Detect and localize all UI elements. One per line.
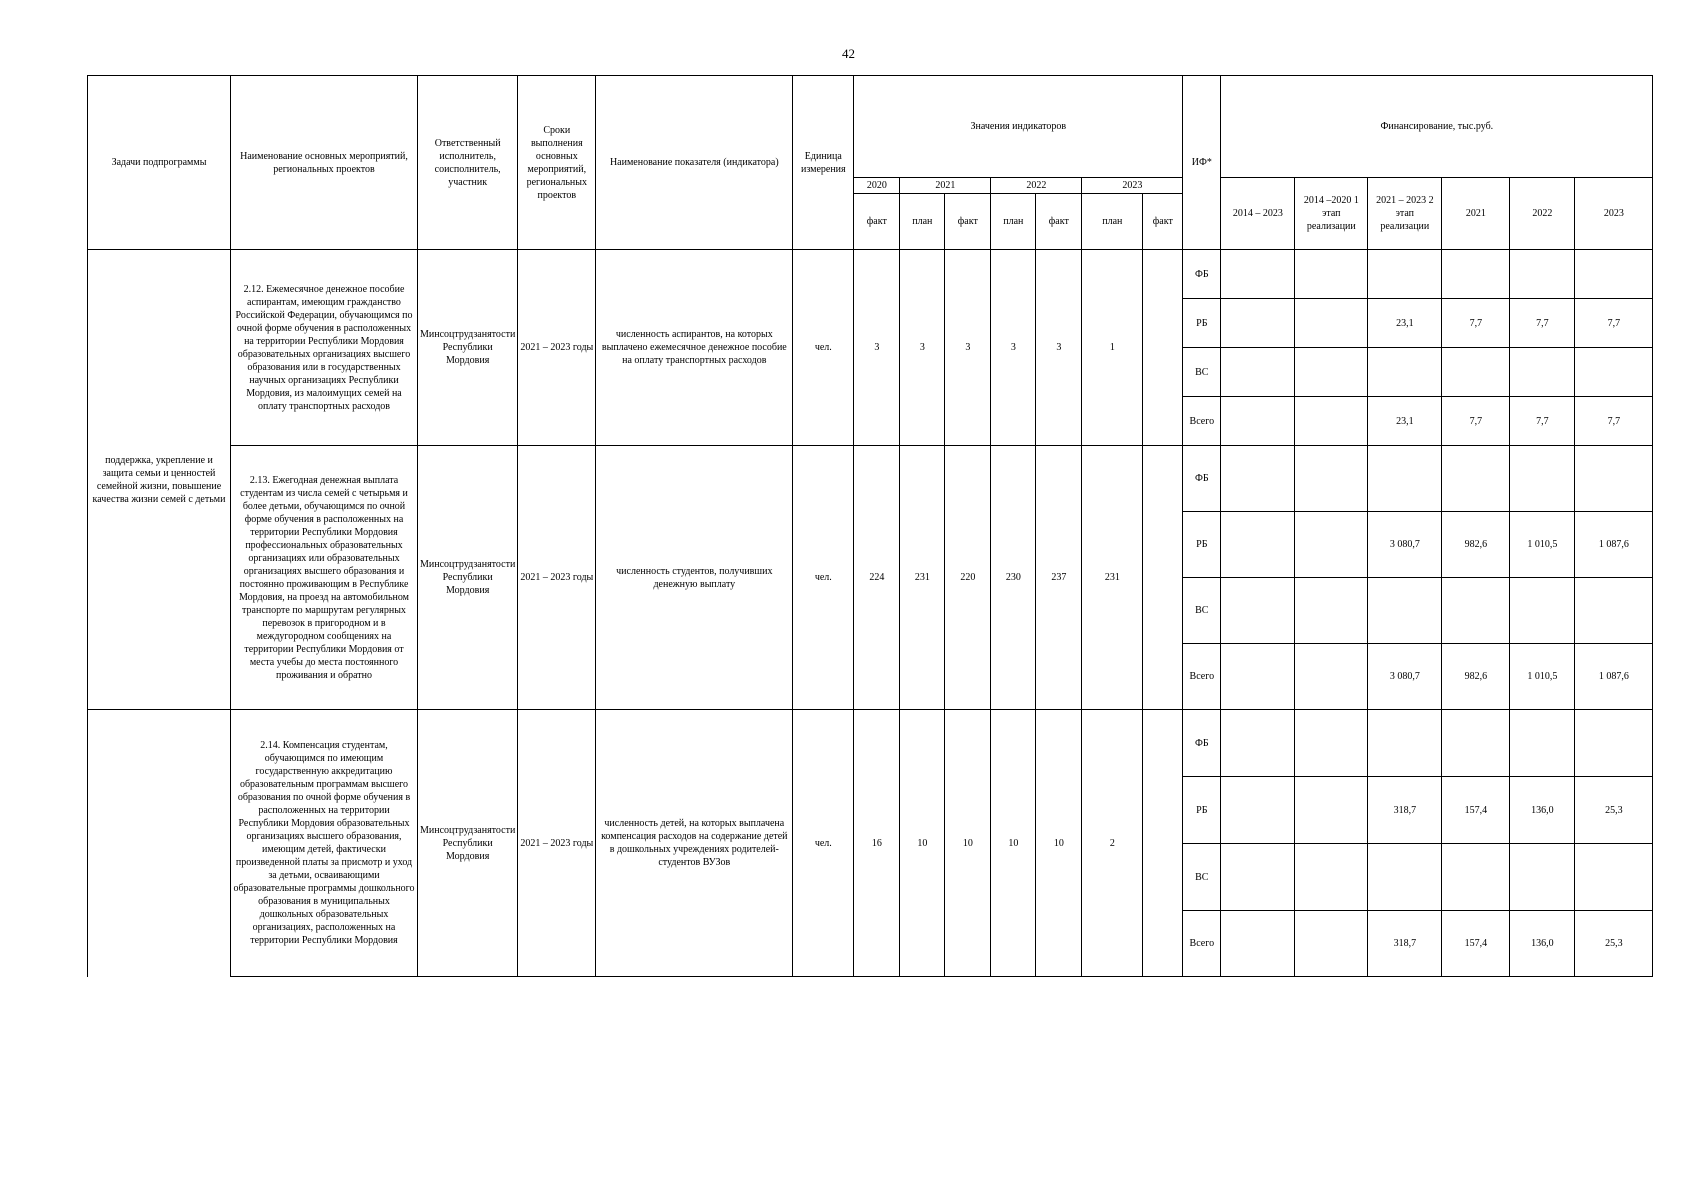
header-sub: факт [854,194,900,250]
if-cell: РБ [1183,777,1221,844]
fin-value [1368,844,1442,911]
if-cell: РБ [1183,512,1221,578]
fin-value [1295,710,1368,777]
header-measures: Наименование основных мероприятий, региональных проектов [231,76,418,250]
terms-cell: 2021 – 2023 годы [518,710,596,977]
fin-value [1221,250,1295,299]
fin-value [1442,578,1510,644]
fin-value [1295,348,1368,397]
header-indicator-values: Значения индикаторов [854,76,1183,178]
fin-value: 7,7 [1442,299,1510,348]
fin-value [1295,777,1368,844]
fin-value [1575,710,1653,777]
fin-value [1575,446,1653,512]
indicator-value: 224 [854,446,900,710]
fin-value [1442,348,1510,397]
if-cell: ФБ [1183,250,1221,299]
fin-value [1221,844,1295,911]
indicator-value [1143,710,1183,977]
responsible-cell: Минсоцтрудзанятости Республики Мордовия [418,446,518,710]
fin-value: 23,1 [1368,397,1442,446]
fin-value: 157,4 [1442,911,1510,977]
fin-value [1295,644,1368,710]
fin-value [1368,578,1442,644]
indicator-value: 3 [1036,250,1082,446]
fin-value [1368,250,1442,299]
header-responsible: Ответственный исполнитель, соисполнитель, участник [418,76,518,250]
header-year-2021: 2021 [900,178,991,194]
header-sub: план [991,194,1036,250]
header-fin-col: 2014 – 2023 [1221,178,1295,250]
header-sub: план [1082,194,1143,250]
fin-value: 982,6 [1442,512,1510,578]
header-indicator-name: Наименование показателя (индикатора) [596,76,793,250]
header-terms: Сроки выполнения основных мероприятий, региональных проектов [518,76,596,250]
fin-value [1368,710,1442,777]
table-row [88,446,1653,512]
fin-value [1221,446,1295,512]
unit-cell: чел. [793,250,854,446]
fin-value [1442,710,1510,777]
header-fin-col: 2021 – 2023 2 этап реализации [1368,178,1442,250]
page-number: 42 [842,46,855,61]
fin-value: 1 087,6 [1575,512,1653,578]
header-sub: план [900,194,945,250]
indicator-cell: численность аспирантов, на которых выплачено ежемесячное денежное пособие на оплату транспортных расходов [596,250,793,446]
indicator-value: 3 [945,250,991,446]
fin-value: 1 087,6 [1575,644,1653,710]
fin-value [1221,777,1295,844]
fin-value [1510,250,1575,299]
indicator-value: 220 [945,446,991,710]
header-fin-col: 2021 [1442,178,1510,250]
indicator-cell: численность детей, на которых выплачена компенсация расходов на содержание детей в дошкольных учреждениях родителей-студентов ВУЗов [596,710,793,977]
fin-value [1295,512,1368,578]
fin-value [1510,844,1575,911]
fin-value: 25,3 [1575,777,1653,844]
fin-value: 23,1 [1368,299,1442,348]
indicator-value: 230 [991,446,1036,710]
fin-value [1295,299,1368,348]
indicator-value [1143,250,1183,446]
header-sub: факт [1036,194,1082,250]
fin-value: 25,3 [1575,911,1653,977]
indicator-value: 10 [1036,710,1082,977]
terms-cell: 2021 – 2023 годы [518,250,596,446]
fin-value [1221,578,1295,644]
header-row-1 [88,76,1653,178]
measure-cell: 2.13. Ежегодная денежная выплата студентам из числа семей с четырьмя и более детьми, обучающимся по очной форме обучения в расположенных на территории Республики Мордовия профессиональных образовательных организациях или образовательных организациях высшего образования и постоянно проживающим в Республике Мордовия, на проезд на автомобильном транспорте по маршрутам регулярных перевозок в пригородном и в междугородном сообщениях на территории Республики Мордовия от места учебы до места постоянного проживания и обратно [231,446,418,710]
terms-cell: 2021 – 2023 годы [518,446,596,710]
table-row [88,250,1653,299]
header-year-2022: 2022 [991,178,1082,194]
fin-value [1295,578,1368,644]
fin-value: 1 010,5 [1510,512,1575,578]
header-year-2023: 2023 [1082,178,1183,194]
fin-value [1295,911,1368,977]
fin-value [1575,578,1653,644]
fin-value [1295,446,1368,512]
indicator-value: 10 [945,710,991,977]
if-cell: ВС [1183,844,1221,911]
fin-value [1442,844,1510,911]
measure-cell: 2.14. Компенсация студентам, обучающимся по имеющим государственную аккредитацию образовательным программам высшего образования по очной форме обучения в расположенных на территории Республики Мордовия образовательных организациях высшего образования, имеющим детей, фактически произведенной платы за присмотр и уход за детьми, осваивающими образовательные программы дошкольного образования в муниципальных дошкольных образовательных организациях, расположенных на территории Республики Мордовия [231,710,418,977]
fin-value [1221,512,1295,578]
fin-value: 982,6 [1442,644,1510,710]
indicator-value: 3 [854,250,900,446]
fin-value [1510,710,1575,777]
fin-value [1221,911,1295,977]
fin-value [1221,397,1295,446]
fin-value: 157,4 [1442,777,1510,844]
fin-value [1295,397,1368,446]
header-year-2020: 2020 [854,178,900,194]
indicator-value: 3 [991,250,1036,446]
task-cell-empty [88,710,231,977]
fin-value: 1 010,5 [1510,644,1575,710]
fin-value [1510,348,1575,397]
header-fin-col: 2014 –2020 1 этап реализации [1295,178,1368,250]
fin-value: 7,7 [1510,397,1575,446]
responsible-cell: Минсоцтрудзанятости Республики Мордовия [418,710,518,977]
fin-value [1510,446,1575,512]
measure-cell: 2.12. Ежемесячное денежное пособие аспирантам, имеющим гражданство Российской Федерации, обучающимся по очной форме обучения в расположенных на территории Республики Мордовия образовательных организациях высшего образования или в государственных научных организациях Республики Мордовия, из малоимущих семей на оплату транспортных расходов [231,250,418,446]
fin-value [1368,348,1442,397]
fin-value: 136,0 [1510,777,1575,844]
fin-value [1368,446,1442,512]
fin-value: 7,7 [1575,299,1653,348]
if-cell: Всего [1183,397,1221,446]
header-sub: факт [945,194,991,250]
if-cell: ВС [1183,348,1221,397]
fin-value: 7,7 [1575,397,1653,446]
header-fin-col: 2022 [1510,178,1575,250]
indicator-value: 16 [854,710,900,977]
indicator-value: 3 [900,250,945,446]
unit-cell: чел. [793,710,854,977]
fin-value: 318,7 [1368,911,1442,977]
program-table [87,75,1653,977]
fin-value [1510,578,1575,644]
header-if: ИФ* [1183,76,1221,250]
indicator-value [1143,446,1183,710]
indicator-value: 231 [1082,446,1143,710]
header-tasks: Задачи подпрограммы [88,76,231,250]
responsible-cell: Минсоцтрудзанятости Республики Мордовия [418,250,518,446]
if-cell: ВС [1183,578,1221,644]
indicator-value: 10 [991,710,1036,977]
indicator-value: 2 [1082,710,1143,977]
indicator-value: 1 [1082,250,1143,446]
header-unit: Единица измерения [793,76,854,250]
header-fin-col: 2023 [1575,178,1653,250]
if-cell: ФБ [1183,446,1221,512]
fin-value [1575,844,1653,911]
indicator-cell: численность студентов, получивших денежную выплату [596,446,793,710]
if-cell: Всего [1183,911,1221,977]
header-financing: Финансирование, тыс.руб. [1221,76,1653,178]
fin-value [1221,299,1295,348]
fin-value [1575,250,1653,299]
fin-value [1442,250,1510,299]
fin-value: 3 080,7 [1368,512,1442,578]
fin-value [1295,250,1368,299]
task-cell: поддержка, укрепление и защита семьи и ценностей семейной жизни, повышение качества жизни семей с детьми [88,250,231,710]
indicator-value: 231 [900,446,945,710]
fin-value [1295,844,1368,911]
if-cell: ФБ [1183,710,1221,777]
fin-value: 318,7 [1368,777,1442,844]
table-row [88,710,1653,777]
fin-value [1221,644,1295,710]
unit-cell: чел. [793,446,854,710]
fin-value: 3 080,7 [1368,644,1442,710]
fin-value [1442,446,1510,512]
header-sub: факт [1143,194,1183,250]
fin-value [1575,348,1653,397]
fin-value: 7,7 [1442,397,1510,446]
if-cell: РБ [1183,299,1221,348]
fin-value [1221,348,1295,397]
fin-value: 7,7 [1510,299,1575,348]
indicator-value: 237 [1036,446,1082,710]
fin-value: 136,0 [1510,911,1575,977]
if-cell: Всего [1183,644,1221,710]
indicator-value: 10 [900,710,945,977]
fin-value [1221,710,1295,777]
